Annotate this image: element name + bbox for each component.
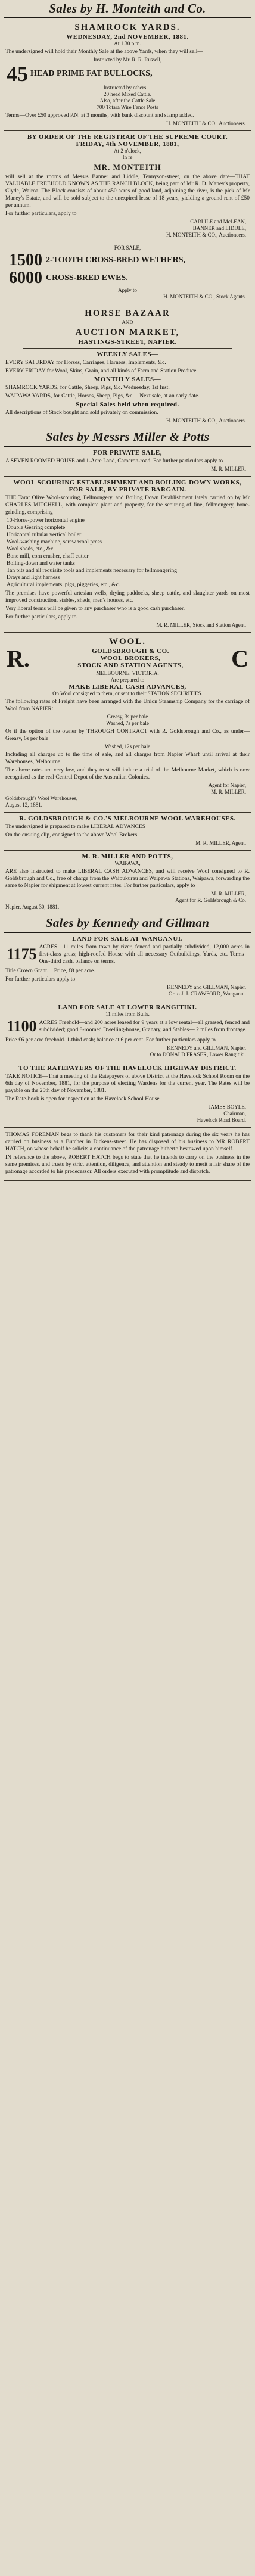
registrar-sig3: H. MONTEITH & CO., Auctioneers. (166, 232, 246, 238)
shamrock-heading: HEAD PRIME FAT BULLOCKS, (30, 69, 153, 78)
goldsbrough-free2: Washed, 12s per bale (104, 743, 151, 749)
wanganui-ad (4, 933, 251, 1001)
scouring-body3: Very liberal terms will be given to any purchaser who is a good cash purchaser. (5, 606, 185, 612)
shamrock-yards-ad (4, 18, 251, 131)
bazaar-place: HASTINGS-STREET, NAPIER. (78, 338, 177, 346)
list-item: Wool sheds, etc., &c. (7, 546, 55, 552)
ratepayers-title: TO THE RATEPAYERS OF THE HAVELOCK HIGHWAY DISTRICT. (18, 1065, 237, 1072)
wanganui-number: 1175 (7, 945, 37, 963)
bazaar-title2: AND (122, 319, 133, 325)
ratepayers-role: Chairman, (223, 1110, 246, 1116)
bazaar-title1: HORSE BAZAAR (85, 309, 170, 318)
goldsbrough-liberal: MAKE LIBERAL CASH ADVANCES, (69, 683, 186, 690)
wanganui-body: ACRES—11 miles from town by river, fenced and partially subdivided, 12,000 acres in first-class grass; high-roofed House with all necessary Outbuildings, Yards, etc. Terms— One-third cash, balance on terms. (39, 944, 250, 965)
wanganui-further: For further particulars apply to (5, 976, 76, 982)
bazaar-weekly-body: EVERY SATURDAY for Horses, Carriages, Harness, Implements, &c. (5, 360, 166, 366)
potts-place: WAIPAWA, (114, 860, 141, 866)
shamrock-date: WEDNESDAY, 2nd NOVEMBER, 1881. (66, 33, 189, 41)
shamrock-number: 45 (7, 62, 28, 86)
rangitiki-number: 1100 (7, 1018, 37, 1035)
shamrock-intro: The undersigned will hold their Monthly Sale at the above Yards, when they will sell— (5, 49, 203, 55)
registrar-body: will sell at the rooms of Messrs Banner and Liddle, Tennyson-street, on the above date—THAT VALUABLE FREEHOLD KNOWN AS THE RANCH BLOCK, being part of Mr R. D. Maney's property, Clyde, Wairoa. The Block consists of about 450 acres of good land, adjoining the river, is the pick of Mr Maney's Estate, and will be sold subject to the unexpired lease of 18 years, yielding a ground rent of £50 per annum. (5, 174, 250, 209)
goldsbrough-warehouses: Goldsbrough's Wool Warehouses, (5, 795, 78, 801)
goldsbrough-agent: Agent for Napier, (208, 782, 246, 788)
goldsbrough-prepared: Are prepared to (110, 677, 145, 683)
registrar-date: FRIDAY, 4th NOVEMBER, 1881, (76, 141, 179, 148)
melbourne-body: The undersigned is prepared to make LIBERAL ADVANCES (5, 824, 146, 830)
wanganui-price: Price, £8 per acre. (54, 968, 95, 974)
rangitiki-sub: 11 miles from Bulls. (105, 1011, 150, 1017)
rangitiki-price: Price £6 per acre freehold. 1-third cash; balance at 6 per cent. For further particulars apply to (5, 1037, 216, 1043)
registrar-ad (4, 131, 251, 242)
bazaar-monthly-body: SHAMROCK YARDS, for Cattle, Sheep, Pigs, &c. Wednesday, 1st Inst. (5, 385, 170, 391)
ratepayers-ad (4, 1062, 251, 1128)
melbourne-warehouses-ad (4, 813, 251, 851)
sale-1500-ad (4, 242, 251, 304)
rangitiki-ad (4, 1001, 251, 1062)
list-item: Bone mill, corn crusher, chaff cutter (7, 553, 89, 559)
melbourne-signature: M. R. MILLER, Agent. (195, 840, 246, 846)
goldsbrough-name: GOLDSBROUGH & CO. (92, 648, 169, 655)
bazaar-friday: EVERY FRIDAY for Wool, Skins, Grain, and all kinds of Farm and Station Produce. (5, 368, 198, 374)
scouring-title: WOOL SCOURING ESTABLISHMENT AND BOILING-DOWN WORKS, FOR SALE, BY PRIVATE BARGAIN. (13, 479, 242, 493)
bazaar-monthly: MONTHLY SALES— (94, 376, 161, 383)
rangitiki-lot (5, 1018, 250, 1035)
list-item: 10-Horse-power horizontal engine (7, 518, 85, 524)
sale1500-lot2 (5, 269, 250, 287)
potts-date: Napier, August 30, 1881. (5, 904, 60, 910)
shamrock-line1: 20 head Mixed Cattle. (104, 91, 151, 97)
montieth-banner: Sales by H. Monteith and Co. (4, 1, 251, 18)
goldsbrough-c: C (231, 645, 248, 672)
goldsbrough-rates: The following rates of Freight have been arranged with the Union Steamship Company for the carriage of Wool from NAPIER: (5, 699, 250, 712)
shamrock-title: SHAMROCK YARDS. (74, 23, 181, 32)
registrar-name: MR. MONTEITH (94, 163, 161, 172)
list-item: Drays and light harness (7, 575, 60, 581)
thomas-body2: IN reference to the above, ROBERT HATCH begs to state that he intends to carry on the business in the same premises, and trusts by strict attention, diligence, and attention and steady to merit a fair share of the patronage accorded to his predecessor. All orders executed with promptitude and dispatch. (5, 1155, 250, 1175)
sale1500-for-sale: FOR SALE, (114, 245, 141, 251)
goldsbrough-melbourne: MELBOURNE, VICTORIA. (96, 670, 159, 676)
private1-body: A SEVEN ROOMED HOUSE and 1-Acre Land, Cameron-road. For further particulars apply to (5, 458, 223, 464)
private-sale-ad (4, 447, 251, 477)
wanganui-sig2: Or to J. J. CRAWFORD, Wanganui. (168, 991, 246, 997)
registrar-sig2: BANNER and LIDDLE, (192, 225, 246, 231)
bazaar-divider (23, 348, 232, 349)
thomas-body: THOMAS FOREMAN begs to thank his customers for their kind patronage during the six years he has carried on business as a Butcher in Dickens-street. He has disposed of his business to MR ROBERT HATCH, on whose behalf he solicits a continuance of the patronage hitherto bestowed upon himself. (5, 1132, 250, 1152)
wool-title: WOOL. (108, 637, 147, 646)
registrar-title: BY ORDER OF THE REGISTRAR OF THE SUPREME COURT. (27, 133, 228, 141)
sale1500-t1: 2-TOOTH CROSS-BRED WETHERS, (46, 256, 186, 265)
wanganui-title: LAND FOR SALE AT WANGANUI. (72, 935, 183, 942)
scouring-signature: M. R. MILLER, Stock and Station Agent. (156, 622, 246, 628)
melbourne-body2: On the ensuing clip, consigned to the above Wool Brokers. (5, 832, 139, 838)
horse-bazaar-ad (4, 304, 251, 428)
private1-signature: M. R. MILLER. (211, 466, 246, 472)
bazaar-signature: H. MONTEITH & CO., Auctioneers. (166, 418, 246, 424)
shamrock-instructed: Instructed by Mr. R. R. Russell, (93, 57, 162, 63)
scouring-body: THE Tarat Olive Wool-scouring, Fellmongery, and Boiling Down Establishment lately carried on by Mr CHARLES MITCHELL, with complete plant and property, for the scouring of fine, fellmongery, bone-grinding, comprising— (5, 495, 250, 515)
goldsbrough-washed: Washed, 7s per bale (106, 720, 149, 726)
list-item: Agricultural implements, pigs, piggeries, etc., &c. (7, 582, 120, 588)
kennedy-banner: Sales by Kennedy and Gillman (4, 916, 251, 933)
ratepayers-sub: Havelock Road Board. (197, 1117, 246, 1123)
melbourne-title: R. GOLDSBROUGH & CO.'S MELBOURNE WOOL WAREHOUSES. (19, 815, 236, 822)
wanganui-sig1: KENNEDY and GILLMAN, Napier. (167, 984, 246, 990)
thomas-foreman-ad (4, 1128, 251, 1181)
potts-body: ARE also instructed to make LIBERAL CASH ADVANCES, and will receive Wool consigned to R. Goldsbrough and Co., free of charge from the Waipukurau and Waipawa Stations, Waipawa, forwarding the same to Napier for shipment at lowest current rates. For further particulars, apply to (5, 869, 250, 889)
shamrock-instructed2: Instructed by others— (103, 85, 152, 91)
wanganui-lot (5, 942, 250, 966)
sale1500-apply: Apply to (118, 287, 137, 293)
list-item: Wool-washing machine, screw wool press (7, 539, 102, 545)
rangitiki-title: LAND FOR SALE AT LOWER RANGITIKI. (58, 1004, 197, 1011)
newspaper-page (2, 1, 253, 1181)
ratepayers-body2: The Rate-book is open for inspection at the Havelock School House. (5, 1096, 161, 1102)
shamrock-signature: H. MONTEITH & CO., Auctioneers. (166, 120, 246, 126)
shamrock-lot (5, 63, 250, 85)
bazaar-weekly: WEEKLY SALES— (97, 351, 158, 358)
rangitiki-body: ACRES Freehold—and 200 acres leased for 9 years at a low rental—all grassed, fenced and subdivided; good 8-roomed Dwelling-house, Granary, and Stables— 2 miles from frontage. (39, 1020, 250, 1033)
ratepayers-signature: JAMES BOYLE, (208, 1104, 246, 1110)
goldsbrough-r: R. (7, 645, 30, 672)
bazaar-special-body: All descriptions of Stock bought and sold privately on commission. (5, 410, 158, 416)
private1-title: FOR PRIVATE SALE, (93, 449, 162, 456)
list-item: Horizontal tubular vertical boiler (7, 532, 82, 538)
scouring-items (5, 517, 250, 589)
registrar-sig1: CARLILE and McLEAN, (190, 219, 246, 225)
miller-potts-ad (4, 851, 251, 914)
list-item: Double Gearing complete (7, 525, 66, 531)
registrar-further: For further particulars, apply to (5, 211, 77, 217)
bazaar-waipawa: WAIPAWA YARDS, for Cattle, Horses, Sheep, Pigs, &c.—Next sale, at an early date. (5, 393, 200, 399)
wool-ad (4, 633, 251, 813)
bazaar-special: Special Sales held when required. (76, 401, 179, 408)
sale1500-signature: H. MONTEITH & CO., Stock Agents. (163, 294, 246, 300)
sale1500-t2: CROSS-BRED EWES. (46, 273, 128, 282)
wanganui-title-crown (5, 967, 250, 975)
wool-scouring-ad (4, 477, 251, 633)
registrar-time: At 2 o'clock, (114, 148, 141, 154)
miller-banner: Sales by Messrs Miller & Potts (4, 430, 251, 447)
ratepayers-body: TAKE NOTICE—That a meeting of the Ratepayers of above District at the Havelock School Room on the 6th day of November, 1881, for the purpose of electing Wardens for the current year. The Rates will be payable on the 25th day of November, 1881. (5, 1074, 250, 1094)
shamrock-terms: Terms—Over £50 approved P.N. at 3 months, with bank discount and stamp added. (5, 113, 195, 119)
goldsbrough-heading (5, 645, 250, 672)
sale1500-n2: 6000 (9, 269, 42, 287)
shamrock-also: Also, after the Cattle Sale (99, 98, 156, 104)
goldsbrough-above: The above rates are very low, and they trust will induce a trial of the Melbourne Market, which is now recognised as the real Central Depot of the Australian Colonies. (5, 767, 250, 780)
list-item: Tan pits and all requisite tools and implements necessary for fellmongering (7, 568, 177, 574)
goldsbrough-greasy: Greasy, 3s per bale (107, 714, 148, 720)
goldsbrough-date: August 12, 1881. (5, 802, 43, 808)
potts-signature: M. R. MILLER, (211, 891, 246, 897)
goldsbrough-brokers: WOOL BROKERS, (100, 655, 161, 662)
sale1500-lot1 (5, 251, 250, 269)
bazaar-title3: AUCTION MARKET, (75, 328, 180, 337)
goldsbrough-free: Or if the option of the owner by THROUGH CONTRACT with R. Goldsbrough and Co., as under— Greasy, 6s per bale (5, 729, 250, 742)
potts-signature2: Agent for R. Goldsbrough & Co. (175, 897, 246, 903)
scouring-body2: The premises have powerful artesian wells, drying paddocks, sheep cattle, and slaughter yards on most improved construction, stables, sheds, men's houses, etc. (5, 590, 250, 603)
shamrock-line2: 700 Totara Wire Fence Posts (97, 104, 158, 110)
registrar-in: In re (122, 154, 133, 160)
rangitiki-sig1: KENNEDY and GILLMAN, Napier. (167, 1045, 246, 1051)
goldsbrough-ship: On Wool consigned to them, or sent to their STATION SECURITIES. (52, 690, 203, 696)
wanganui-crown: Title Crown Grant. (5, 968, 49, 974)
list-item: Boiling-down and water tanks (7, 561, 75, 567)
goldsbrough-signature: M. R. MILLER. (211, 789, 246, 795)
goldsbrough-warehouse: Including all charges up to the time of sale, and all charges from Napier Wharf until arrival at their Warehouses, Melbourne. (5, 752, 250, 765)
sale1500-n1: 1500 (9, 251, 42, 269)
shamrock-time: At 1.30 p.m. (114, 41, 141, 46)
rangitiki-sig2: Or to DONALD FRASER, Lower Rangitiki. (150, 1051, 246, 1057)
goldsbrough-agents: STOCK AND STATION AGENTS, (77, 662, 184, 669)
scouring-further: For further particulars, apply to (5, 614, 77, 620)
potts-title: M. R. MILLER AND POTTS, (82, 853, 173, 860)
